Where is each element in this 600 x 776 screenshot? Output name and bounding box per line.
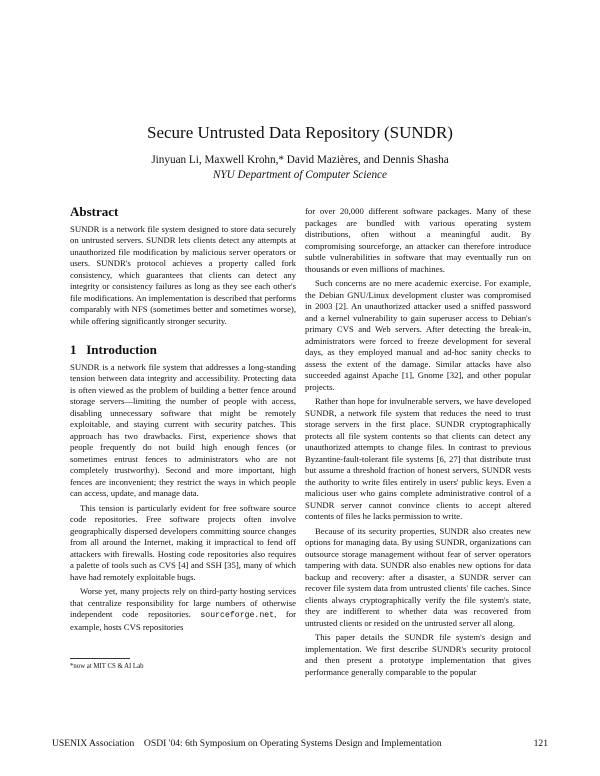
right-paragraph-2: Such concerns are no mere academic exercise. For example, the Debian GNU/Linux development cluster was compromised in 2003 [2]. An unauthorized attacker used a sniffed password and a kernel vulnerability to gain superuser access to Debian's primary CVS and Web servers. After detecting the break-in, administrators were forced to freeze development for several days, as they employed manual and ad-hoc sanity checks to assess the extent of the damage. Similar attacks have also succeeded against Apache [1], Gnome [32], and other popular projects. [305, 278, 531, 392]
footer-venue: USENIX Association OSDI '04: 6th Symposium on Operating Systems Design and Implementation [52, 738, 442, 749]
intro-paragraph-3-b: , for example, hosts CVS repositories [70, 609, 297, 632]
page-number: 121 [533, 738, 548, 749]
author-list: Jinyuan Li, Maxwell Krohn,* David Mazières, and Dennis Shasha [151, 154, 449, 166]
intro-paragraph-2: This tension is particularly evident for free software source code repositories. Free software projects often involve geographically dispersed developers committing source changes from all around the Internet, making it impractical to fend off attackers with firewalls. Hosting code repositories also requires a palette of tools such as CVS [4] and SSH [35], many of which have had remotely exploitable bugs. [70, 502, 296, 582]
abstract-heading: Abstract [70, 204, 119, 219]
affiliation: NYU Department of Computer Science [212, 169, 387, 181]
intro-paragraph-1: SUNDR is a network file system that addresses a long-standing tension between data integrity and accessibility. Protecting data is often viewed as the problem of building a better fence around storage servers—limiting the number of people with access, disabling unnecessary software that might be remotely exploitable, and staying current with security patches. This approach has two drawbacks. First, experience shows that people frequently do not build high enough fences (or sometimes entrust fences to administrators who are not completely trustworthy). Second and more important, high fences are inconvenient; they restrict the ways in which people can access, update, and manage data. [70, 361, 296, 498]
right-paragraph-4: Because of its security properties, SUNDR also creates new options for managing data. By using SUNDR, organizations can outsource storage management without fear of server operators tampering with data. SUNDR also enables new options for data backup and recovery: after a disaster, a SUNDR server can recover file system data from untrusted clients' file caches. Since clients always cryptographically verify the file system's state, they are indifferent to whether data was recovered from untrusted clients or resided on the untrusted server all along. [305, 525, 531, 628]
right-column [305, 206, 531, 681]
abstract-paragraph: SUNDR is a network file system designed to store data securely on untrusted servers. SUNDR lets clients detect any attempts at unauthorized file modification by malicious server operators or users. SUNDR's protocol achieves a property called fork consistency, which guarantees that clients can detect any integrity or consistency failures as long as they see each other's file modifications. An implementation is described that performs comparably with NFS (sometimes better and sometimes worse), while offering significantly stronger security. [70, 223, 296, 326]
footnote-divider [70, 658, 130, 659]
left-column [70, 206, 296, 636]
sourceforge-url: sourceforge.net [200, 611, 275, 620]
intro-paragraph-3-a: Worse yet, many projects rely on third-party hosting services that centralize responsibility for large numbers of otherwise independent code repositories. [70, 586, 296, 619]
intro-heading: 1 Introduction [70, 342, 157, 357]
intro-paragraph-3 [70, 586, 296, 633]
paper-title: Secure Untrusted Data Repository (SUNDR) [147, 123, 453, 142]
right-paragraph-5: This paper details the SUNDR file system's design and implementation. We first describe SUNDR's security protocol and then present a prototype implementation that gives performance generally comparable to the popular [305, 632, 531, 677]
footnote: *now at MIT CS & AI Lab [70, 663, 144, 670]
right-paragraph-1: for over 20,000 different software packages. Many of these packages are bundled with various operating system distributions, often without a meaningful audit. By compromising sourceforge, an attacker can therefore introduce subtle vulnerabilities in software that may eventually run on thousands or even millions of machines. [305, 206, 531, 274]
right-paragraph-3: Rather than hope for invulnerable servers, we have developed SUNDR, a network file system that reduces the need to trust storage servers in the first place. SUNDR cryptographically protects all file system contents so that clients can detect any unauthorized attempts to change files. In contrast to previous Byzantine-fault-tolerant file systems [6, 27] that distribute trust but assume a threshold fraction of honest servers, SUNDR vests the authority to write files entirely in users' public keys. Even a malicious user who gains complete administrative control of a SUNDR server cannot convince clients to accept altered contents of files he lacks permission to write. [305, 396, 531, 521]
